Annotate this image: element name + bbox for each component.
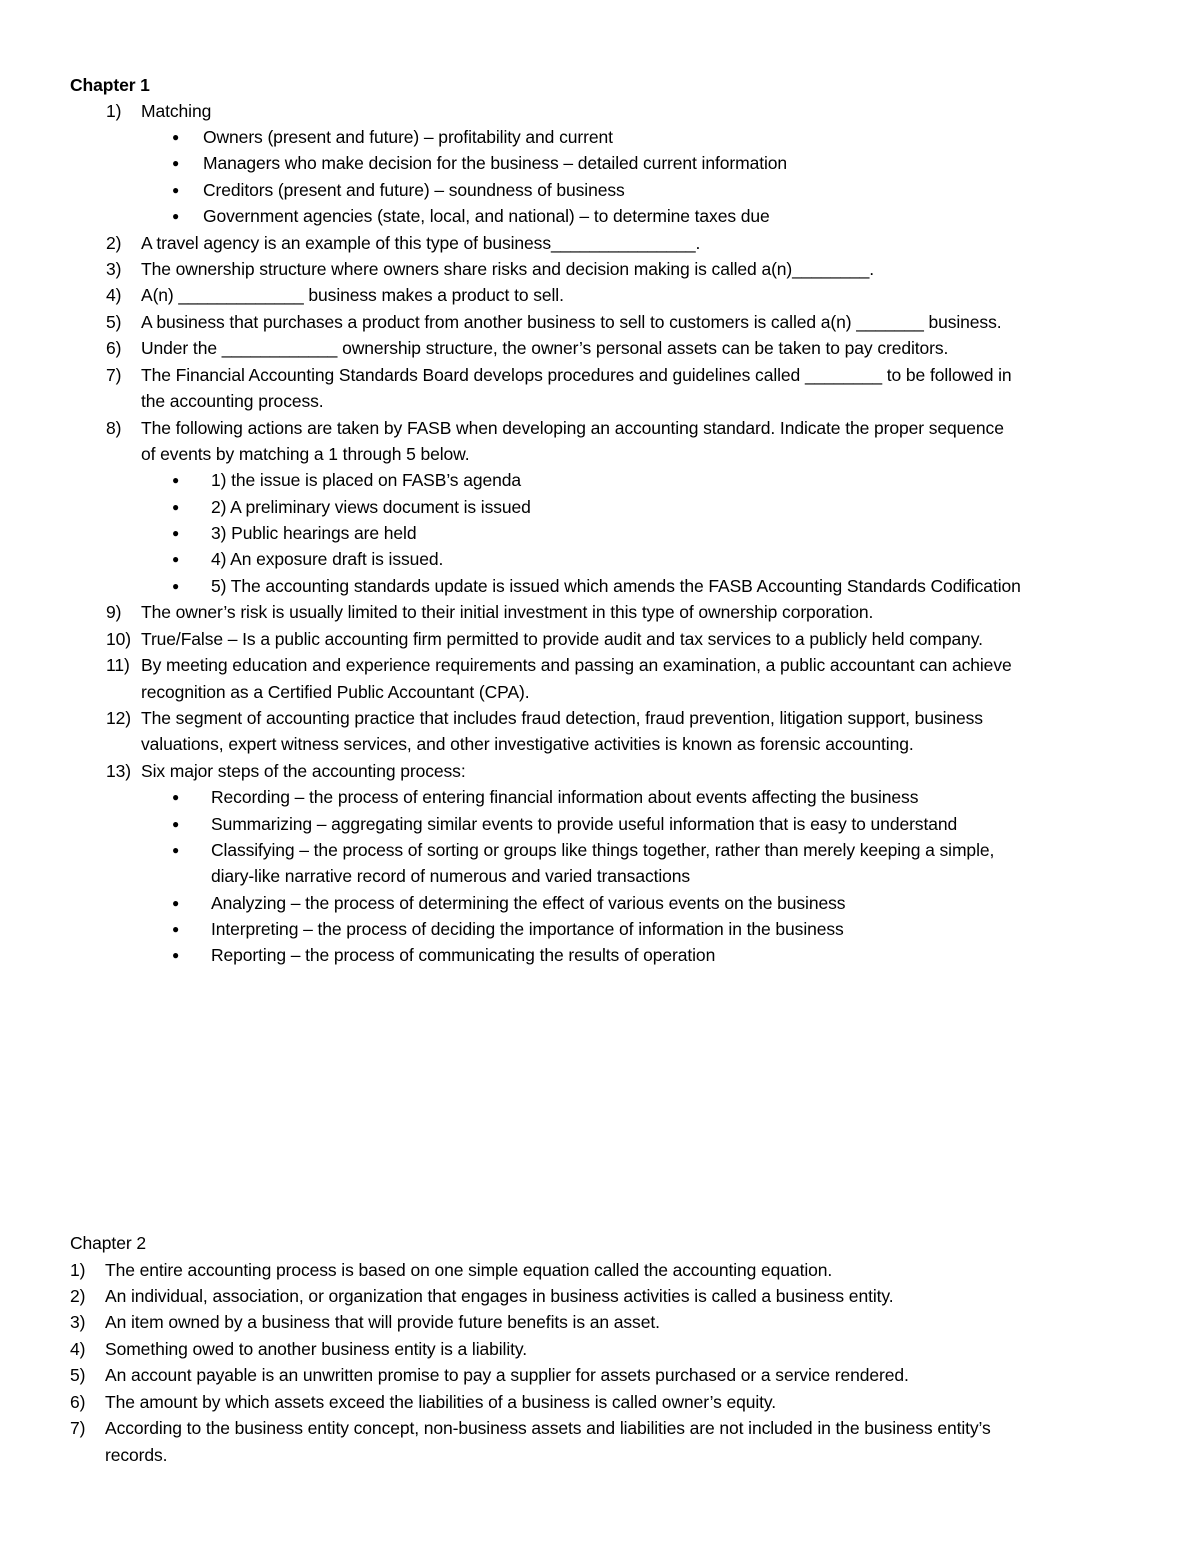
chapter2-title: Chapter 2	[70, 1233, 146, 1253]
bullet-icon: ●	[172, 209, 180, 223]
bullet-icon: ●	[172, 817, 180, 831]
bullet-icon: ●	[172, 896, 180, 910]
bullet-icon: ●	[172, 526, 180, 540]
bullet-icon: ●	[172, 130, 180, 144]
bullet-icon: ●	[172, 948, 180, 962]
bullet-icon: ●	[172, 552, 180, 566]
bullet-icon: ●	[172, 579, 180, 593]
bullet-icon: ●	[172, 500, 180, 514]
bullet-icon: ●	[172, 790, 180, 804]
bullet-icon: ●	[172, 156, 180, 170]
ch1-q1-text: Matching	[141, 101, 212, 121]
chapter1-title: Chapter 1	[70, 75, 150, 95]
bullet-icon: ●	[172, 922, 180, 936]
ch1-q1-number: 1)	[106, 101, 122, 121]
bullet-icon: ●	[172, 843, 180, 857]
bullet-icon: ●	[172, 473, 180, 487]
bullet-icon: ●	[172, 183, 180, 197]
document-page: Chapter 1 1) Matching ● Owners (present and future) – profitability and current ● Managers who make decision for the business – detailed current information ● Creditors (present and future) – soundness of business ● Government agencies (state, local, and national) – to determine taxes due 2) A travel agency is an example of this type of business_______________. 3) The ownership structure where owners share risks and decision making is called a(n)________. 4) A(n) _____________ business makes a product to sell. 5) A business that purchases a product from another business to sell to customers is called a(n) _______ business. 6) Under the ____________ ownership structure, the owner’s personal assets can be taken to pay creditors. 7) The Financial Accounting Standards Board develops procedures and guidelines called ________ to be followed in the accounting process. 8) The following actions are taken by FASB when developing an accounting standard. Indicate the proper sequence of events by matching a 1 through 5 below. ● 1) the issue is placed on FASB’s agenda ● 2) A preliminary views document is issued ● 3) Public hearings are held ● 4) An exposure draft is issued. ● 5) The accounting standards update is issued which amends the FASB Accounting Standards Codification 9) The owner’s risk is usually limited to their initial investment in this type of ownership corporation. 10) True/False – Is a public accounting firm permitted to provide audit and tax services to a publicly held company. 11) By meeting education and experience requirements and passing an examination, a public accountant can achieve recognition as a Certified Public Accountant (CPA). 12) The segment of accounting practice that includes fraud detection, fraud prevention, litigation support, business valuations, expert witness services, and other investigative activities is known as forensic accounting. 13) Six major steps of the accounting process: ● Recording – the process of entering financial information about events affecting the business ● Summarizing – aggregating similar events to provide useful information that is easy to understand ● Classifying – the process of sorting or groups like things together, rather than merely keeping a simple, diary-like narrative record of numerous and varied transactions ● Analyzing – the process of determining the effect of various events on the business ● Interpreting – the process of deciding the importance of information in the business ● Reporting – the process of communicating the results of operation Chapter 2 1) The entire accounting process is based on one simple equation called the accounting equation. 2) An individual, association, or organization that engages in business activities is called a business entity. 3) An item owned by a business that will provide future benefits is an asset. 4) Something owed to another business entity is a liability. 5) An account payable is an unwritten promise to pay a supplier for assets purchased or a service rendered. 6) The amount by which assets exceed the liabilities of a business is called owner’s equity. 7) According to the business entity concept, non-business assets and liabilities are not included in the business entity’s records.	[0, 0, 1200, 1553]
